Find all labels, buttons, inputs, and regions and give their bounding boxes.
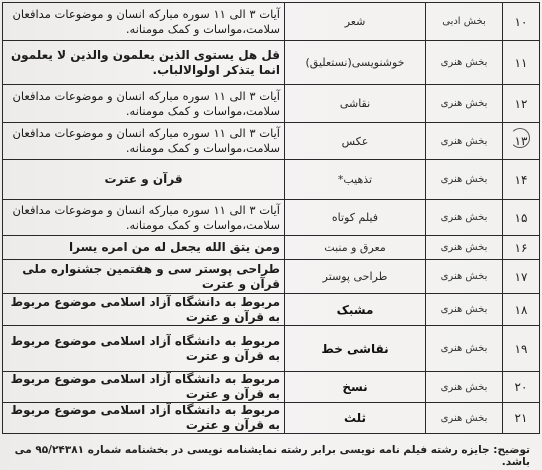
- section-cell: بخش هنری: [426, 326, 503, 372]
- table-row: [3, 260, 540, 294]
- section-cell: بخش هنری: [426, 160, 503, 200]
- section-cell: بخش هنری: [426, 85, 503, 123]
- row-number: ۲۱: [503, 403, 540, 434]
- field-cell: ثلث: [285, 403, 426, 434]
- section-cell: بخش هنری: [426, 123, 503, 160]
- row-number: ۱۸: [503, 294, 540, 326]
- field-cell: نقاشی: [285, 85, 426, 123]
- field-cell: عکس: [285, 123, 426, 160]
- field-cell: خوشنویسی(نستعلیق): [285, 41, 426, 85]
- row-number: ۱۶: [503, 236, 540, 260]
- field-cell: معرق و منبت: [285, 236, 426, 260]
- festival-fields-table: [2, 2, 540, 434]
- topic-cell: آیات ۳ الی ۱۱ سوره مبارکه انسان و موضوعات مدافعان سلامت،مواسات و کمک مومنانه.: [3, 85, 285, 123]
- topic-cell: آیات ۳ الی ۱۱ سوره مبارکه انسان و موضوعات مدافعان سلامت،مواسات و کمک مومنانه.: [3, 200, 285, 236]
- table-row: [3, 372, 540, 403]
- field-cell: نقاشی خط: [285, 326, 426, 372]
- field-cell: مشبک: [285, 294, 426, 326]
- row-number: ۱۲: [503, 85, 540, 123]
- row-number: ۲۰: [503, 372, 540, 403]
- section-cell: بخش هنری: [426, 41, 503, 85]
- table-row: [3, 326, 540, 372]
- field-cell: نسخ: [285, 372, 426, 403]
- table-row: [3, 200, 540, 236]
- row-number: ۱۰: [503, 3, 540, 41]
- section-cell: بخش هنری: [426, 260, 503, 294]
- section-cell: بخش هنری: [426, 403, 503, 434]
- field-cell: تذهیب*: [285, 160, 426, 200]
- section-cell: بخش ادبی: [426, 3, 503, 41]
- topic-cell: قرآن و عترت: [3, 160, 285, 200]
- topic-cell: آیات ۳ الی ۱۱ سوره مبارکه انسان و موضوعات مدافعان سلامت،مواسات و کمک مومنانه.: [3, 123, 285, 160]
- row-number: ۱۴: [503, 160, 540, 200]
- section-cell: بخش هنری: [426, 294, 503, 326]
- row-number: ۱۹: [503, 326, 540, 372]
- table-row: [3, 294, 540, 326]
- table-row: [3, 403, 540, 434]
- topic-cell: طراحی پوستر سی و هفتمین جشنواره ملی قرآن و عترت: [3, 260, 285, 294]
- row-number: ۱۵: [503, 200, 540, 236]
- pen-circle-mark: [510, 128, 530, 148]
- footnote: توضیح: جایزه رشته فیلم نامه نویسی برابر رشته نمایشنامه نویسی در بخشنامه شماره ۹۵/۲۴۳۸۱ می باشد.: [14, 444, 530, 468]
- table-row: [3, 3, 540, 41]
- table-row: [3, 160, 540, 200]
- topic-cell: مربوط به دانشگاه آزاد اسلامی موضوع مربوط به قرآن و عترت: [3, 372, 285, 403]
- row-number: ۱۱: [503, 41, 540, 85]
- topic-cell: مربوط به دانشگاه آزاد اسلامی موضوع مربوط به قرآن و عترت: [3, 326, 285, 372]
- table-row: [3, 123, 540, 160]
- field-cell: فیلم کوتاه: [285, 200, 426, 236]
- section-cell: بخش هنری: [426, 372, 503, 403]
- topic-cell: ومن یتق الله یجعل له من امره یسرا: [3, 236, 285, 260]
- table-row: [3, 41, 540, 85]
- table-row: [3, 236, 540, 260]
- field-cell: شعر: [285, 3, 426, 41]
- topic-cell: آیات ۳ الی ۱۱ سوره مبارکه انسان و موضوعات مدافعان سلامت،مواسات و کمک مومنانه.: [3, 3, 285, 41]
- section-cell: بخش هنری: [426, 200, 503, 236]
- section-cell: بخش هنری: [426, 236, 503, 260]
- row-number: ۱۳: [503, 123, 540, 160]
- topic-cell: مربوط به دانشگاه آزاد اسلامی موضوع مربوط به قرآن و عترت: [3, 294, 285, 326]
- table-row: [3, 85, 540, 123]
- row-number: ۱۷: [503, 260, 540, 294]
- field-cell: طراحی پوستر: [285, 260, 426, 294]
- topic-cell: مربوط به دانشگاه آزاد اسلامی موضوع مربوط به قرآن و عترت: [3, 403, 285, 434]
- topic-cell: قل هل یستوی الذین یعلمون والذین لا یعلمون انما یتذکر اولوالالباب.: [3, 41, 285, 85]
